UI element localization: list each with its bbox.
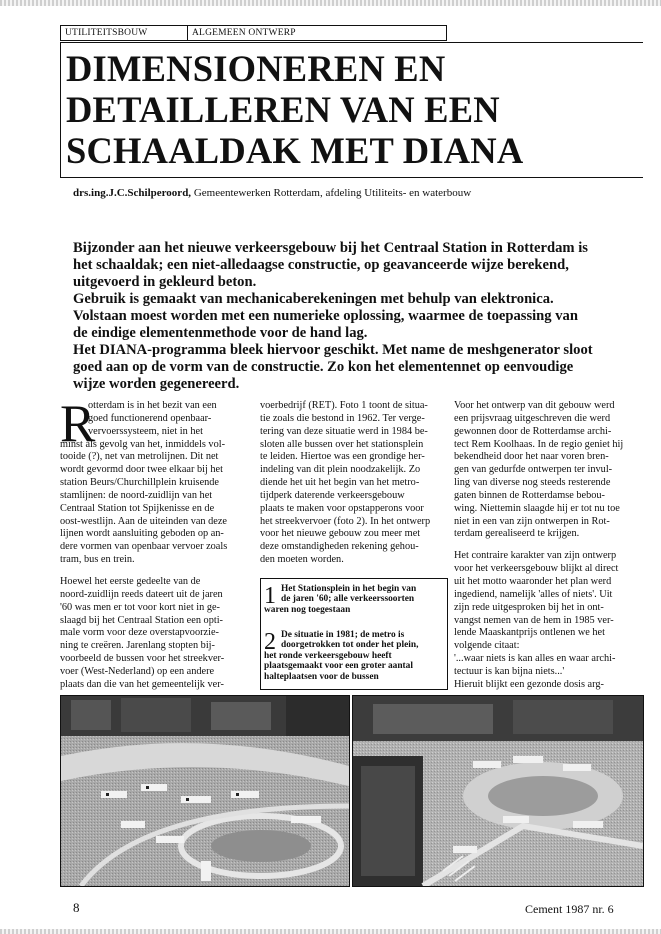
section-rubric — [60, 25, 447, 41]
caption-line: Het Stationsplein in het begin van — [281, 584, 417, 594]
body-line: bekendheid door het naar voren bren- — [454, 451, 609, 463]
body-line: '60 was men er tot voor kort niet in ge- — [60, 601, 220, 613]
page-number: 8 — [73, 900, 80, 915]
photo-2-situatie-1981 — [352, 695, 644, 887]
drop-cap: R — [60, 395, 96, 453]
body-line: terdam gerealiseerd te krijgen. — [454, 528, 580, 540]
photo-caption-1 — [264, 584, 444, 615]
caption-line: waren nog toegestaan — [264, 604, 351, 615]
author-name: drs.ing.J.C.Schilperoord, — [73, 187, 192, 199]
lead-line: het schaaldak; een niet-alledaagse constructie, op geavanceerde wijze berekend, — [73, 257, 569, 273]
body-line: ingediend, namelijk 'alles of niets'. Uit — [454, 588, 613, 600]
lead-line: Gebruik is gemaakt van mechanicaberekeningen met behulp van elektronica. — [73, 291, 554, 307]
body-line: tijdperk daterende verkeersgebouw — [260, 489, 405, 501]
body-line: slaagd bij het Centraal Station een opti- — [60, 614, 223, 626]
caption-number: 2 — [264, 629, 276, 655]
lead-line: Bijzonder aan het nieuwe verkeersgebouw bij het Centraal Station in Rotterdam is — [73, 240, 588, 256]
body-line: Centraal Station tot Spijkenisse en de — [60, 502, 215, 514]
author-affiliation: Gemeentewerken Rotterdam, afdeling Utiliteits- en waterbouw — [193, 187, 472, 199]
paragraph — [60, 395, 248, 567]
photo-caption-2 — [264, 630, 444, 682]
body-line: dere vormen van openbaar vervoer zoals — [60, 541, 228, 553]
caption-line: het ronde verkeersgebouw heeft — [264, 650, 392, 661]
body-line: lende Maaskantprijs ontlenen we het — [454, 627, 605, 639]
rubric-category: UTILITEITSBOUW — [61, 26, 188, 40]
title-line: DIMENSIONEREN EN — [66, 48, 446, 89]
lead-line: de eindige elementenmethode voor de hand lag. — [73, 325, 368, 341]
body-line: sloten alle bussen over het stationsplein — [260, 438, 424, 450]
body-line: volgende citaat: — [454, 640, 520, 652]
body-line: Hoewel het eerste gedeelte van de — [60, 575, 201, 587]
body-line: ling van diverse nog steeds resterende — [454, 477, 611, 489]
body-line: het streekvervoer (foto 2). In het ontwerp — [260, 515, 431, 527]
lead-line: Volstaan moest worden met een numerieke oplossing, waarmee de toepassing van — [73, 308, 578, 324]
body-line: wing. Niettemin slaagde hij er tot nu toe — [454, 502, 620, 514]
body-line: voor het verkeersgebouw blijkt al direct — [454, 563, 619, 575]
body-line: goed functionerend openbaar- — [88, 412, 212, 424]
scan-edge-top — [0, 0, 661, 6]
caption-line: halteplaatsen voor de bussen — [264, 671, 379, 682]
body-line: oost-westlijn. Aan de uiteinden van deze — [60, 515, 227, 527]
lead-line: goed aan op de vorm van de constructie. Zo kon het elementennet op eenvoudige — [73, 359, 574, 375]
body-line: te leiden. Hiertoe was een grondige her- — [260, 451, 425, 463]
caption-line: doorgetrokken tot onder het plein, — [281, 640, 419, 651]
body-line: voerbedrijf (RET). Foto 1 toont de situa- — [260, 400, 428, 411]
body-line: plaats te maken voor opstapperons voor — [260, 502, 424, 514]
body-column-2 — [260, 400, 448, 567]
body-line: indeling van dit plein noodzakelijk. Zo — [260, 464, 421, 476]
body-line: den moeten worden. — [260, 554, 344, 566]
body-line: voorbeeld de bussen voor het streekver- — [60, 653, 225, 665]
body-line: vangst nemen van de hem in 1985 ver- — [454, 614, 614, 626]
body-line: Voor het ontwerp van dit gebouw werd — [454, 400, 615, 411]
body-line: '...waar niets is kan alles en waar archi- — [454, 653, 616, 665]
lead-line: wijze worden gegenereerd. — [73, 376, 240, 392]
body-line: minst als gevolg van het, inmiddels vol- — [60, 438, 226, 450]
lead-line: Het DIANA-programma bleek hiervoor geschikt. Met name de meshgenerator sloot — [73, 342, 593, 358]
paragraph — [60, 576, 248, 692]
aerial-photo-1 — [61, 696, 349, 886]
body-line: male vorm voor deze overstapvoorzie- — [60, 627, 219, 639]
body-line: ning te creëren. Jarenlang stopten bij- — [60, 640, 215, 652]
body-line: niet in een van zijn ontwerpen in Rot- — [454, 515, 610, 527]
scan-edge-bottom — [0, 929, 661, 934]
body-column-1 — [60, 395, 248, 692]
title-line: DETAILLEREN VAN EEN — [66, 89, 500, 130]
paragraph — [454, 400, 644, 541]
body-line: zijn rede uitgesproken bij het in ont- — [454, 601, 604, 613]
body-line: otterdam is in het bezit van een — [88, 400, 217, 411]
byline — [73, 187, 633, 199]
title-line: SCHAALDAK MET DIANA — [66, 130, 524, 171]
paragraph — [260, 400, 448, 567]
body-line: station Beurs/Churchillplein kruisende — [60, 477, 220, 489]
body-line: voor het nieuwe gebouw zou meer met — [260, 528, 421, 540]
body-line: tie zoals die bestond in 1962. Ter verge- — [260, 412, 425, 424]
body-line: stamlijnen: de noord-zuidlijn van het — [60, 489, 213, 501]
body-line: tooide (?), net van metrolijnen. Dit net — [60, 451, 219, 463]
body-line: tram, bus en trein. — [60, 554, 135, 566]
body-line: deze omstandigheden rekening gehou- — [260, 541, 419, 553]
lead-paragraph — [73, 240, 633, 393]
lead-line: uitgevoerd in gekleurd beton. — [73, 274, 257, 290]
publication-source: Cement 1987 nr. 6 — [525, 902, 614, 916]
caption-line: plaatsgemaakt voor een groter aantal — [264, 661, 413, 672]
body-line: tectuur is kan bijna niets...' — [454, 665, 565, 677]
body-line: voer (West-Nederland) op een andere — [60, 665, 215, 677]
body-line: vervoerssysteem, niet in het — [88, 425, 203, 437]
body-line: noord-zuidlijn reeds dateert uit de jaren — [60, 588, 223, 600]
body-line: gen van gedurfde ontwerpen ter invul- — [454, 464, 613, 476]
body-line: Hieruit blijkt een gezonde dosis arg- — [454, 678, 604, 690]
body-line: wordt gevormd door twee elkaar bij het — [60, 464, 223, 476]
body-line: uit het motto waaronder het plan werd — [454, 575, 612, 587]
caption-line: de jaren '60; alle verkeerssoorten — [281, 594, 415, 605]
photo-1-stationsplein-1962 — [60, 695, 350, 887]
rubric-subcategory: ALGEMEEN ONTWERP — [192, 28, 296, 38]
body-line: tering van deze situatie werd in 1984 be- — [260, 425, 428, 437]
body-line: plaats dan die van het gemeentelijk ver- — [60, 678, 224, 690]
body-line: Het contraire karakter van zijn ontwerp — [454, 550, 617, 562]
body-line: gaten binnen de Rotterdamse bebou- — [454, 489, 605, 501]
caption-line: De situatie in 1981; de metro is — [281, 630, 405, 640]
article-title — [66, 48, 626, 171]
body-line: lijnen wordt aansluiting geboden op an- — [60, 528, 224, 540]
aerial-photo-2 — [353, 696, 643, 886]
paragraph — [454, 550, 644, 691]
caption-number: 1 — [264, 583, 276, 609]
body-line: een prijsvraag uitgeschreven die werd — [454, 412, 611, 424]
body-column-3 — [454, 400, 644, 692]
body-line: diende het uit het begin van het metro- — [260, 477, 420, 489]
body-line: tect Rem Koolhaas. In de regio geniet hij — [454, 438, 624, 450]
body-line: gewonnen door de Rotterdamse archi- — [454, 425, 612, 437]
